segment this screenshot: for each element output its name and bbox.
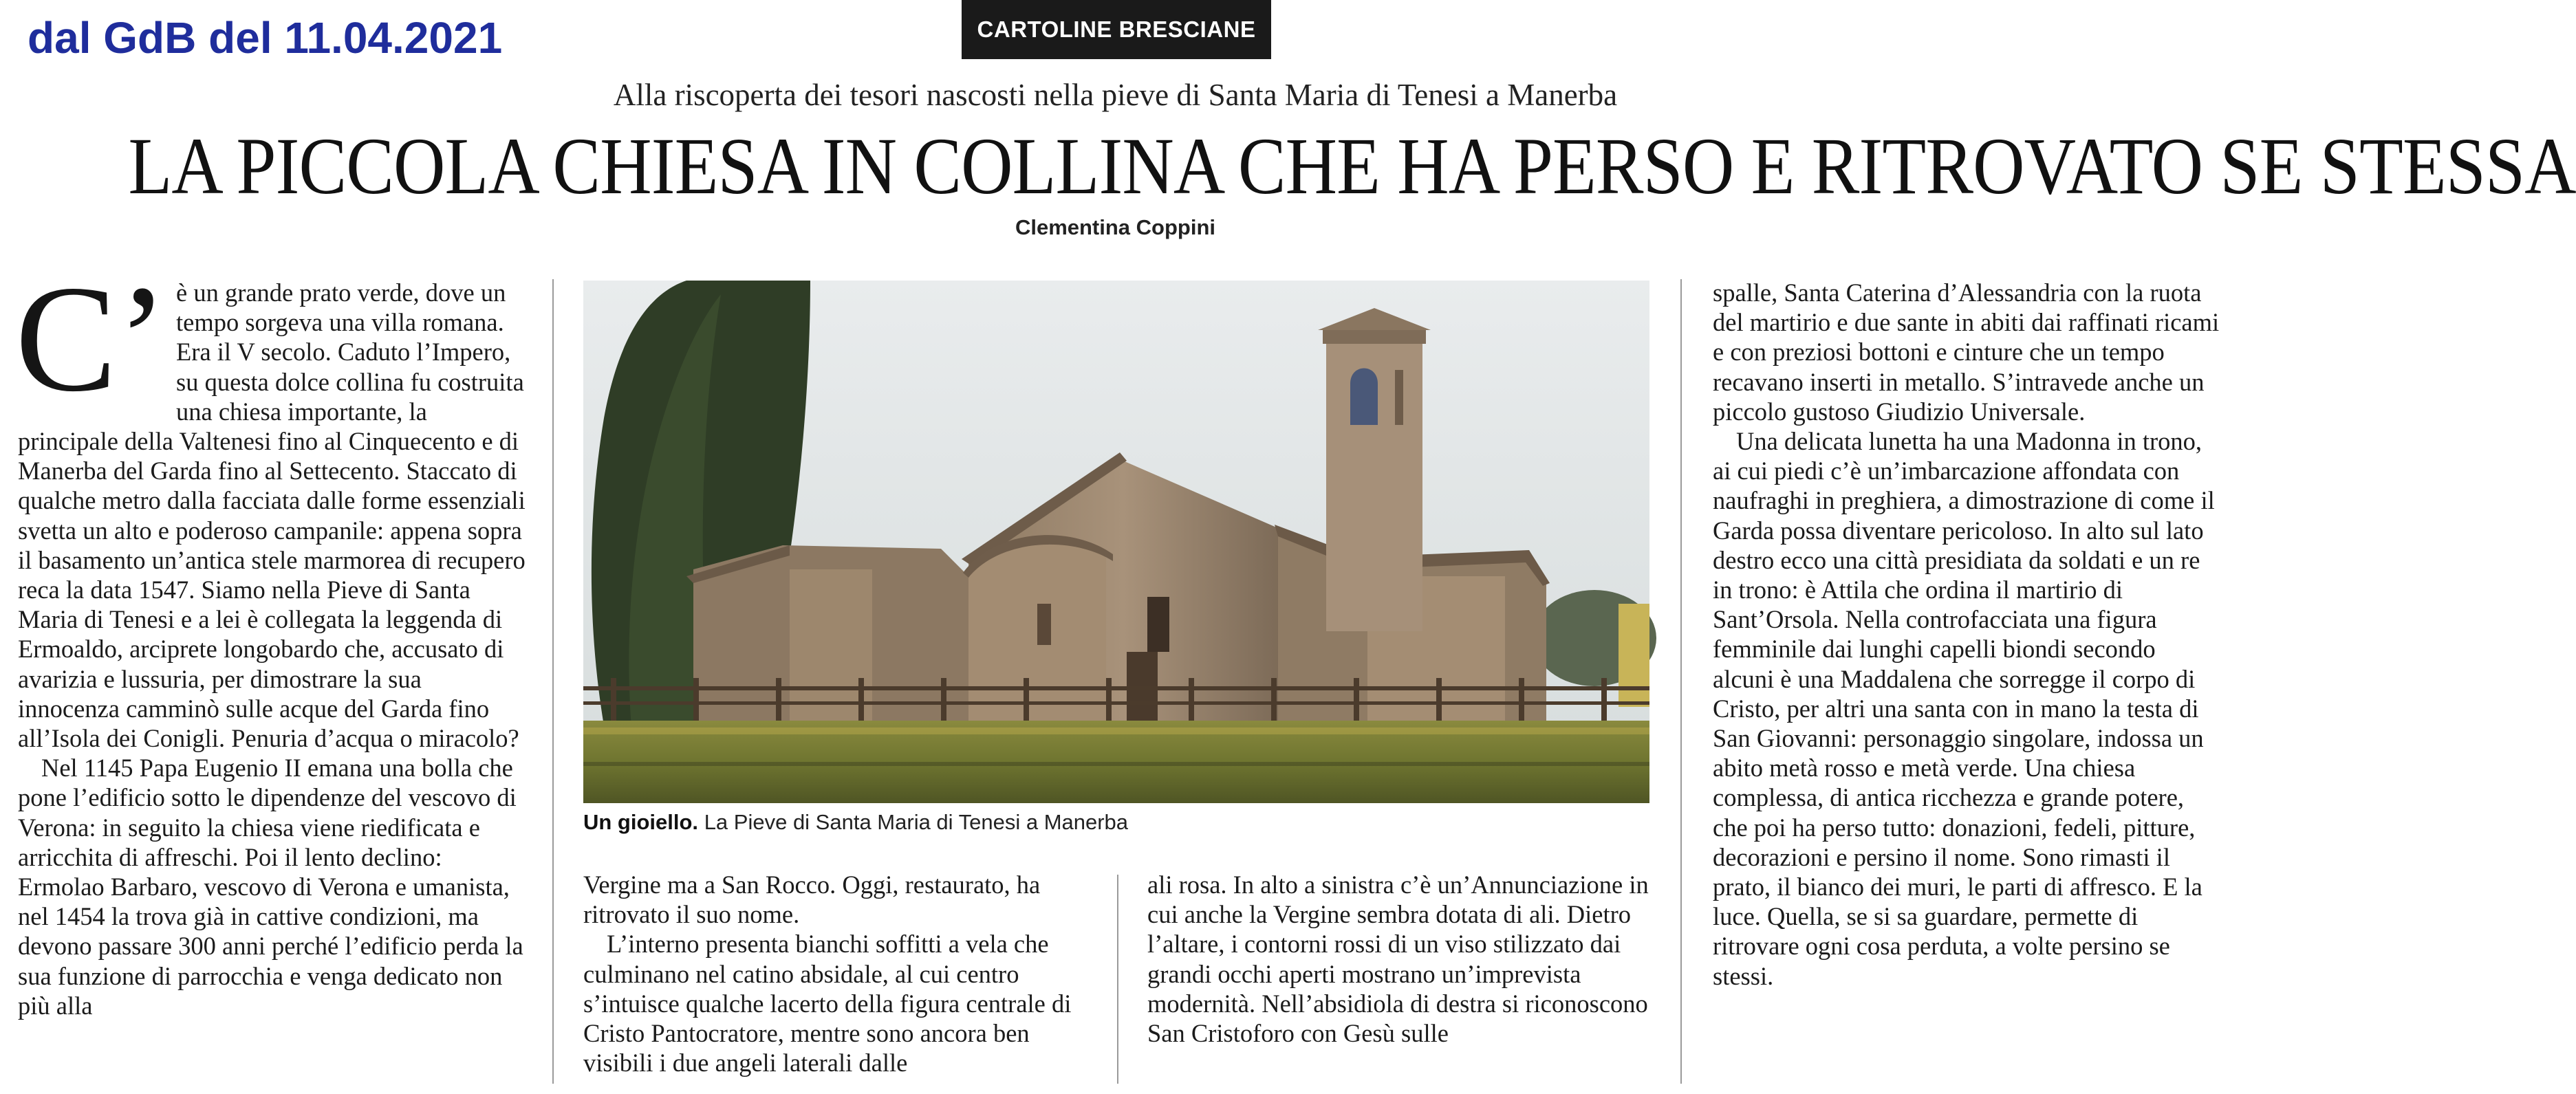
kicker: Alla riscoperta dei tesori nascosti nella pieve di Santa Maria di Tenesi a Manerba [613,78,1618,112]
photo-caption [583,810,1649,835]
article-column-2 [583,870,1101,1077]
column-rule [552,279,554,1084]
source-tag: dal GdB del 11.04.2021 [28,13,503,63]
caption-text: La Pieve di Santa Maria di Tenesi a Manerba [704,810,1129,834]
article-paragraph: Vergine ma a San Rocco. Oggi, restaurato, ha ritrovato il suo nome. [583,871,1041,929]
article-paragraph: spalle, Santa Caterina d’Alessandria con la ruota del martirio e due sante in abiti dai raffinati ricami e con preziosi bottoni e cinture che un tempo recavano inserti in metallo. S’intravede anche un piccolo gustoso Giudizio Universale. [1713,278,2220,426]
article-paragraph: L’interno presenta bianchi soffitti a vela che culminano nel catino absidale, al cui centro s’intuisce qualche lacerto della figura centrale di Cristo Pantocratore, mentre sono ancora ben visibili i due angeli laterali dalle [583,930,1072,1077]
section-rubric: CARTOLINE BRESCIANE [962,0,1271,59]
caption-lead: Un gioiello. [583,810,699,834]
article-paragraph: Nel 1145 Papa Eugenio II emana una bolla che pone l’edificio sotto le dipendenze del vescovo di Verona: in seguito la chiesa viene riedificata e arricchita di affreschi. Poi il lento declino: Ermolao Barbaro, vescovo di Verona e umanista, nel 1454 la trova già in cattive condizioni, ma devono passare 300 anni perché l’edificio perda la sua funzione di parrocchia e venga dedicato non più alla [18,754,523,1020]
headline: LA PICCOLA CHIESA IN COLLINA CHE HA PERSO E RITROVATO SE STESSA [128,121,2576,211]
article-column-3 [1147,870,1670,1048]
article-paragraph: Una delicata lunetta ha una Madonna in trono, ai cui piedi c’è un’imbarcazione affondata con naufraghi in preghiera, a dimostrazione di come il Garda possa diventare pericoloso. In alto sul lato destro ecco una città presidiata da soldati e un re in trono: è Attila che ordina il martirio di Sant’Orsola. Nella controfacciata una figura femminile dai lunghi capelli biondi secondo alcuni è una Maddalena che sorregge il corpo di Cristo, per altri una santa con in mano la testa di San Giovanni: personaggio singolare, indossa un abito metà rosso e metà verde. Una chiesa complessa, di antica ricchezza e grande potere, che poi ha perso tutto: donazioni, fedeli, pitture, decorazioni e persino il nome. Sono rimasti il prato, il bianco dei muri, le parti di affresco. E la luce. Quella, se si sa guardare, permette di ritrovare ogni cosa perduta, a volte persino se stessi. [1713,427,2215,990]
article-paragraph [15,254,528,753]
byline: Clementina Coppini [1015,215,1216,239]
article-paragraph: ali rosa. In alto a sinistra c’è un’Annunciazione in cui anche la Vergine sembra dotata di ali. Dietro l’altare, i contorni rossi di un viso stilizzato dai grandi occhi aperti mostrano un’imprevista modernità. Nell’absidiola di destra si riconoscono San Cristoforo con Gesù sulle [1147,871,1649,1048]
column-rule [1117,875,1118,1084]
article-column-4 [1713,278,2222,991]
paragraph-text: è un grande prato verde, dove un tempo sorgeva una villa romana. Era il V secolo. Caduto l’Impero, su questa dolce collina fu costruita una chiesa importante, la principale della Valtenesi fino al Cinquecento e di Manerba del Garda fino al Settecento. Staccato di qualche metro dalla facciata dalle forme essenziali svetta un alto e poderoso campanile: appena sopra il basamento un’antica stele marmorea di recupero reca la data 1547. Siamo nella Pieve di Santa Maria di Tenesi e a lei è collegata la leggenda di Ermoaldo, arciprete longobardo che, accusato di avarizia e lussuria, per dimostrare la sua innocenza camminò sulle acque del Garda fino all’Isola dei Conigli. Penuria d’acqua o miracolo? [18,278,526,753]
article-column-1 [15,254,528,1020]
church-photo-icon [583,281,1649,803]
church-photo [583,281,1649,803]
drop-cap: C’ [15,254,168,424]
column-rule [1680,279,1682,1084]
